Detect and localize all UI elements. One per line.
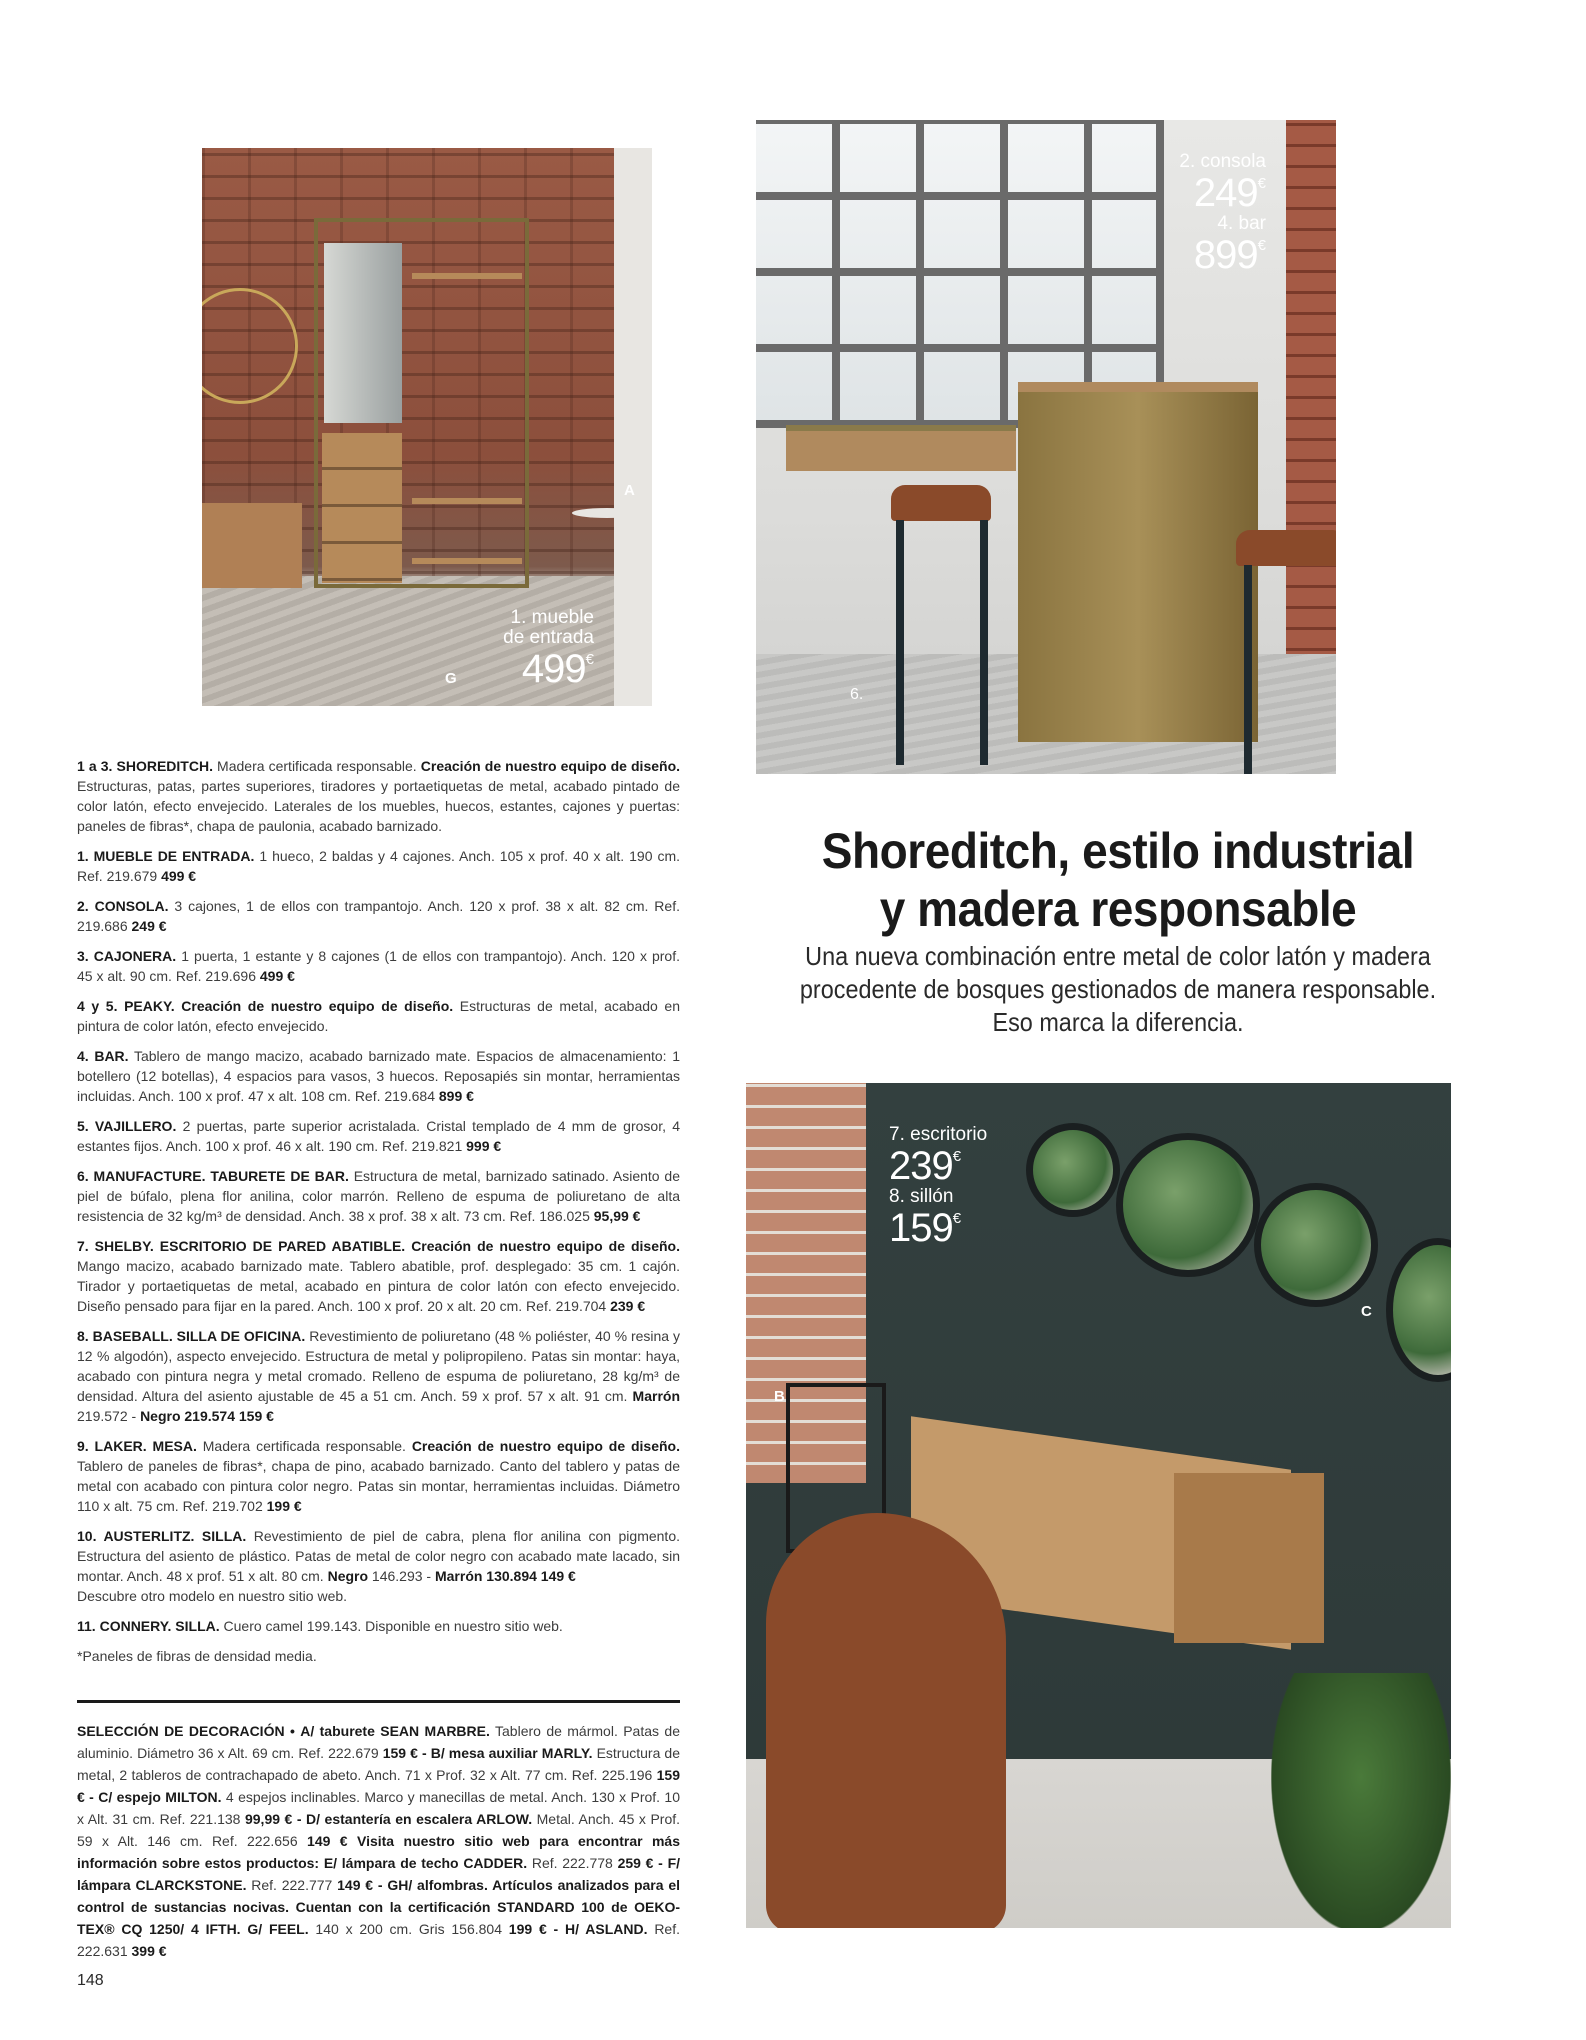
label-b: B [774,1388,785,1405]
product-highlight: Creación de nuestro equipo de diseño. [411,1438,680,1454]
product-name: 3. CAJONERA. [77,948,177,964]
decoration-text [77,1720,680,1962]
deco-name: A/ taburete SEAN MARBRE. [300,1723,490,1739]
item-name: 8. sillón [889,1185,954,1207]
subtitle [785,940,1451,1039]
drawers [322,433,402,583]
product-price: 239 € [610,1298,646,1314]
deco-price: 259 € - [617,1855,668,1871]
deco-price: 199 € - [508,1921,565,1937]
product-entry [77,996,680,1036]
product-desc: Estructura de metal, barnizado satinado. Asiento de piel de búfalo, plena flor anilina, color marrón. Relleno de espuma de poliuretano de alta resistencia de 32 kg/m³ de densidad. Anch. 38 x prof. 38 x alt. 73 cm. Ref. 186.025 [77,1168,681,1224]
product-entry [77,1116,680,1156]
currency: € [1257,236,1266,254]
product-price: 499 € [259,968,295,984]
deco-desc: Estructura de metal, 2 tableros de contrachapado de abeto. Anch. 71 x Prof. 32 x Alt. 77 cm. Ref. 225.196 [77,1745,681,1783]
product-desc: 146.293 - [368,1568,435,1584]
product-entry [77,896,680,936]
stool-leg [1244,565,1252,774]
product-entry [77,1436,680,1516]
currency: € [952,1147,962,1165]
product-name: 5. VAJILLERO. [77,1118,177,1134]
title-line: y madera responsable [879,881,1357,937]
product-desc: Cuero camel 199.143. Disponible en nuestro sitio web. [219,1618,563,1634]
headline-block [748,822,1488,1039]
product-desc: Tablero de paneles de fibras*, chapa de pino, acabado barnizado. Canto del tablero y patas de metal con acabado con pintura color negro. Patas sin montar, herramientas incluidas. Diámetro 110 x alt. 75 cm. Ref. 219.702 [77,1458,680,1514]
item-name: 2. consola [1179,151,1266,172]
white-column [614,148,652,706]
subtitle-line: Eso marca la diferencia. [992,1007,1244,1037]
bar-cabinet [1018,382,1258,742]
product-entry [77,1526,680,1586]
deco-desc: 140 x 200 cm. Gris 156.804 [308,1921,509,1937]
product-entry [77,846,680,886]
price-caption-entrance [503,608,594,690]
currency: € [585,650,594,668]
price-caption-bar [1179,152,1266,276]
product-name: 11. CONNERY. SILLA. [77,1618,220,1634]
deco-name: E/ lámpara de techo CADDER. [319,1855,528,1871]
product-desc: Estructuras de metal, acabado en pintura de color latón, efecto envejecido. [77,998,681,1034]
product-desc: 1 puerta, 1 estante y 8 cajones (1 de ellos con trampantojo). Anch. 120 x prof. 45 x alt. 90 cm. Ref. 219.696 [77,948,681,984]
product-entry [77,1236,680,1316]
product-price: 199 € [266,1498,302,1514]
product-descriptions [77,756,680,1676]
deco-desc: Metal. Anch. 45 x Prof. 59 x Alt. 146 cm. Ref. 222.656 [77,1811,681,1849]
desk-drawer [1174,1473,1324,1643]
product-highlight: Creación de nuestro equipo de diseño. [420,758,681,774]
label-c: C [1361,1303,1372,1320]
product-name: 2. CONSOLA. [77,898,169,914]
product-highlight: Marrón [632,1388,680,1404]
deco-price: 149 € - [337,1877,388,1893]
deco-desc: Ref. 222.778 [527,1855,618,1871]
mirror [324,243,402,423]
product-entry [77,1616,680,1636]
bar-stool [891,485,991,521]
product-entry [77,946,680,986]
round-mirror [1026,1123,1120,1217]
product-price: 95,99 € [593,1208,641,1224]
price-caption-desk [889,1125,987,1249]
deco-name: D/ estantería en escalera ARLOW. [306,1811,533,1827]
product-desc: 2 puertas, parte superior acristalada. Cristal templado de 4 mm de grosor, 4 estantes fijos. Anch. 100 x prof. 46 x alt. 190 cm. Ref. 219.821 [77,1118,681,1154]
item-name: 1. mueble [510,607,594,628]
product-desc: 1 hueco, 2 baldas y 4 cajones. Anch. 105 x prof. 40 x alt. 190 cm. Ref. 219.679 [77,848,680,884]
product-name: 7. SHELBY. ESCRITORIO DE PARED ABATIBLE. [77,1238,406,1254]
shelf [412,273,522,279]
product-highlight: Creación de nuestro equipo de diseño. [181,998,454,1014]
product-price: 899 € [438,1088,474,1104]
deco-price: 149 € [307,1833,348,1849]
deco-desc: Tablero de mármol. Patas de aluminio. Diámetro 36 x Alt. 69 cm. Ref. 222.679 [77,1723,680,1761]
product-desc: 3 cajones, 1 de ellos con trampantojo. Anch. 120 x prof. 38 x alt. 82 cm. Ref. 219.686 [77,898,680,934]
item-name: 7. escritorio [889,1124,988,1145]
product-desc: 219.572 - [77,1408,141,1424]
price: 899 [1193,232,1258,277]
plant [1271,1673,1451,1928]
bar-photo [756,120,1336,774]
side-table [572,508,642,518]
product-price: 249 € [131,918,167,934]
price: 239 [889,1143,953,1188]
footnote: *Paneles de fibras de densidad media. [77,1648,317,1664]
round-mirror [1386,1238,1451,1382]
product-price: 499 € [161,868,197,884]
shelf [412,498,522,504]
round-mirror [1254,1183,1378,1307]
label-a: A [624,482,635,499]
deco-desc: Ref. 222.631 [77,1921,680,1959]
product-name: 10. AUSTERLITZ. SILLA. [77,1528,247,1544]
stool-leg [980,520,988,765]
product-desc: Tablero de mango macizo, acabado barnizado mate. Espacios de almacenamiento: 1 botellero (12 botellas), 4 espacios para vasos, 3 huecos. Reposapiés sin montar, herramientas incluidas. Anch. 100 x prof. 47 x alt. 108 cm. Ref. 219.684 [77,1048,681,1104]
product-name: 9. LAKER. MESA. [77,1438,197,1454]
deco-price: 159 € - [77,1767,680,1805]
shelf [412,558,522,564]
product-price: Marrón 130.894 149 € [434,1568,576,1584]
label-g: G [445,670,457,687]
deco-desc: Ref. 222.777 [246,1877,338,1893]
product-name: 4. BAR. [77,1048,129,1064]
decoration-selection [77,1720,680,1962]
product-name: 1 a 3. SHOREDITCH. [77,758,213,774]
deco-price: 399 € [131,1943,167,1959]
subtitle-line: Una nueva combinación entre metal de color latón y madera [805,941,1431,971]
web-note: Descubre otro modelo en nuestro sitio web. [77,1588,348,1604]
round-mirror [1116,1133,1260,1277]
title-line: Shoreditch, estilo industrial [821,823,1415,879]
deco-name: B/ mesa auxiliar MARLY. [430,1745,593,1761]
product-entry [77,756,680,836]
page-title [778,822,1459,938]
visit-website-note: Visita nuestro sitio web para encontrar más información sobre estos productos: [77,1833,680,1871]
decoration-heading: SELECCIÓN DE DECORACIÓN • [77,1723,295,1739]
product-entry [77,1166,680,1226]
wall-clock [202,288,298,404]
deco-desc: 4 espejos inclinables. Marco y manecillas de metal. Anch. 130 x Prof. 10 x Alt. 31 cm. Ref. 221.138 [77,1789,680,1827]
product-highlight: Negro [327,1568,369,1584]
product-name: 8. BASEBALL. SILLA DE OFICINA. [77,1328,306,1344]
subtitle-line: procedente de bosques gestionados de manera responsable. [799,974,1437,1004]
product-desc: Madera certificada responsable. [196,1438,412,1454]
price: 159 [889,1205,953,1250]
product-price: 999 € [466,1138,502,1154]
product-desc: Estructuras, patas, partes superiores, tiradores y portaetiquetas de metal, acabado pintado de color latón, efecto envejecido. Laterales de los muebles, huecos, estantes, cajones y puertas: paneles de fibras*, chapa de paulonia, acabado barnizado. [77,778,680,834]
product-entry [77,1046,680,1106]
label-6: 6. [850,686,864,703]
deco-name: C/ espejo MILTON. [98,1789,222,1805]
office-chair [766,1513,1006,1928]
currency: € [1257,174,1266,192]
desk-photo [746,1083,1451,1928]
deco-name: GH/ alfombras. Artículos analizados para el control de sustancias nocivas. Cuentan con la certificación STANDARD 100 de OEKO-TEX® CQ 1250/ 4 IFTH. G/ FEEL. [77,1877,680,1937]
console-table [786,425,1016,471]
product-name: 4 y 5. PEAKY. [77,998,175,1014]
deco-name: F/ lámpara CLARCKSTONE. [77,1855,681,1893]
product-price: Negro 219.574 159 € [140,1408,274,1424]
wooden-bench [202,503,302,588]
product-desc: Mango macizo, acabado barnizado mate. Tablero abatible, prof. desplegado: 35 cm. 1 cajón. Tirador y portaetiquetas de metal, acabado en pintura de color latón con efecto envejecido. Diseño pensado para fijar en la pared. Anch. 100 x prof. 20 x alt. 20 cm. Ref. 219.704 [77,1258,680,1314]
price: 499 [521,646,586,691]
price: 249 [1193,170,1258,215]
product-highlight: Creación de nuestro equipo de diseño. [411,1238,680,1254]
product-name: 1. MUEBLE DE ENTRADA. [77,848,255,864]
product-desc: Revestimiento de poliuretano (48 % poliéster, 40 % resina y 12 % algodón), aspecto envejecido. Estructura de metal y polipropileno. Patas sin montar: haya, acabado con pintura negra y metal cromado. Relleno de espuma de poliuretano, 28 kg/m³ de densidad. Altura del asiento ajustable de 45 a 51 cm. Anch. 59 x prof. 57 x alt. 91 cm. [77,1328,680,1404]
bar-stool [1236,530,1336,566]
item-name: de entrada [503,626,594,648]
product-desc: Madera certificada responsable. [212,758,421,774]
entrance-furniture-photo [202,148,652,706]
stool-leg [896,520,904,765]
deco-price: 99,99 € - [244,1811,307,1827]
page-number: 148 [77,1972,104,1989]
item-name: 4. bar [1217,212,1266,234]
product-entry [77,1326,680,1426]
product-desc: Revestimiento de piel de cabra, plena flor anilina con pigmento. Estructura del asiento de plástico. Patas de metal de color negro con acabado mate lacado, sin montar. Anch. 48 x prof. 51 x alt. 80 cm. [77,1528,681,1584]
divider [77,1700,680,1703]
product-name: 6. MANUFACTURE. TABURETE DE BAR. [77,1168,349,1184]
deco-price: 159 € - [382,1745,431,1761]
deco-name: H/ ASLAND. [565,1921,648,1937]
currency: € [952,1209,962,1227]
